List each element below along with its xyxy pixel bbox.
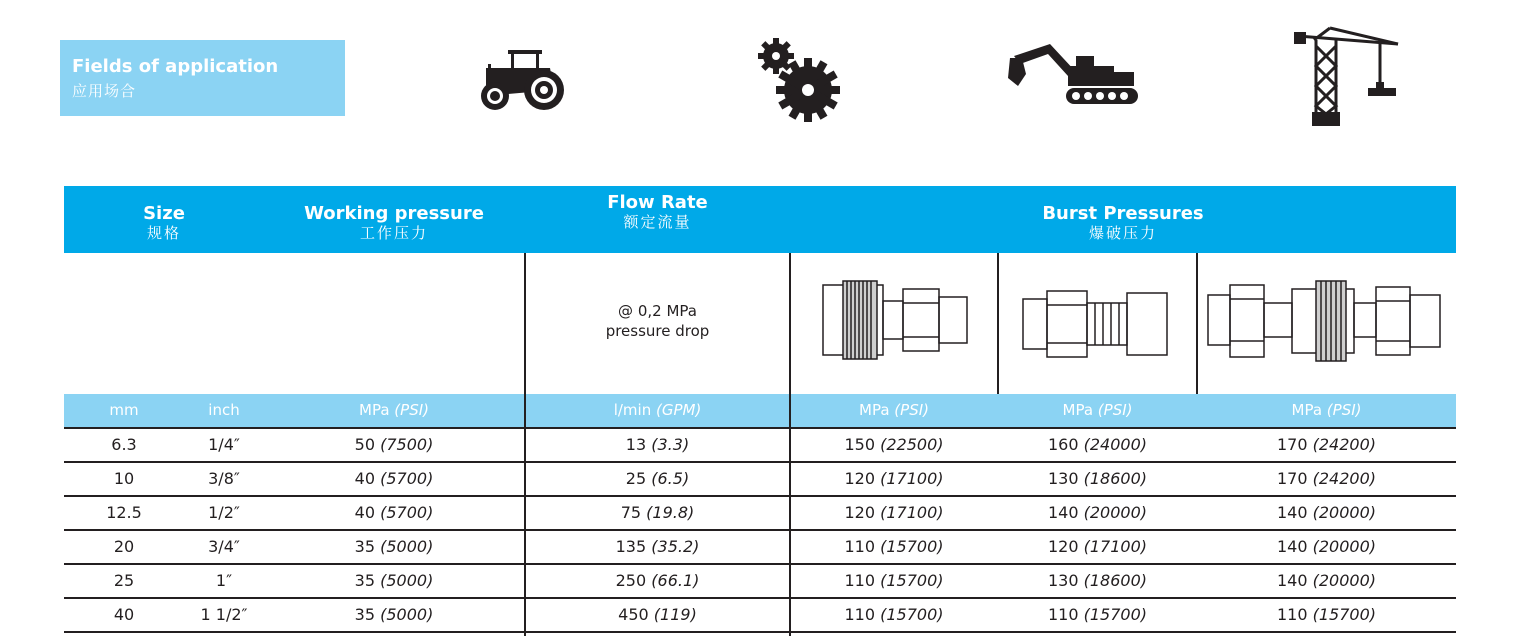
cell-inch: 1/4″	[208, 435, 240, 454]
coupling-pair-icon	[1206, 279, 1442, 363]
cell-burst-2: 120 (17100)	[1047, 537, 1148, 556]
header-flow-rate: Flow Rate 额定流量	[607, 192, 708, 231]
cell-flow: 250 (66.1)	[615, 571, 700, 590]
cell-mm: 10	[113, 469, 135, 488]
cell-working-pressure: 35 (5000)	[354, 571, 434, 590]
cell-inch: 1″	[215, 571, 233, 590]
fields-title: Fields of application	[72, 56, 279, 77]
flow-note: @ 0,2 MPa pressure drop	[605, 302, 710, 340]
tractor-icon	[478, 46, 570, 112]
table-row	[64, 463, 1456, 497]
data-rows	[64, 427, 1456, 633]
cell-working-pressure: 40 (5700)	[354, 503, 434, 522]
cell-working-pressure: 35 (5000)	[354, 537, 434, 556]
table-row	[64, 565, 1456, 599]
cell-burst-3: 140 (20000)	[1276, 571, 1377, 590]
coupling-image-row	[64, 253, 1456, 394]
cell-working-pressure: 35 (5000)	[354, 605, 434, 624]
cell-burst-2: 140 (20000)	[1047, 503, 1148, 522]
header-burst-pressures: Burst Pressures 爆破压力	[1042, 203, 1204, 242]
cell-inch: 1/2″	[208, 503, 240, 522]
units-row	[64, 394, 1456, 427]
header-size: Size 规格	[143, 203, 185, 242]
cell-burst-1: 110 (15700)	[844, 537, 944, 556]
cell-inch: 3/8″	[208, 469, 240, 488]
cell-inch: 3/4″	[208, 537, 240, 556]
cell-burst-2: 160 (24000)	[1047, 435, 1148, 454]
coupling-female-icon	[821, 279, 969, 361]
unit-flow: l/min (GPM)	[613, 401, 702, 419]
unit-burst-2: MPa (PSI)	[1062, 401, 1133, 419]
cell-mm: 40	[113, 605, 135, 624]
fields-subtitle: 应用场合	[72, 82, 137, 100]
cell-inch: 1 1/2″	[200, 605, 248, 624]
cell-mm: 12.5	[106, 503, 142, 522]
cell-flow: 25 (6.5)	[625, 469, 690, 488]
table-row	[64, 497, 1456, 531]
cell-flow: 450 (119)	[618, 605, 697, 624]
coupling-male-icon	[1021, 289, 1169, 359]
cell-burst-1: 120 (17100)	[844, 469, 944, 488]
cell-burst-1: 110 (15700)	[844, 571, 944, 590]
unit-working-pressure: MPa (PSI)	[359, 401, 429, 419]
table-row	[64, 531, 1456, 565]
cell-flow: 135 (35.2)	[615, 537, 700, 556]
unit-mm: mm	[109, 401, 139, 419]
cell-burst-1: 120 (17100)	[844, 503, 944, 522]
unit-burst-3: MPa (PSI)	[1291, 401, 1362, 419]
unit-inch: inch	[208, 401, 240, 419]
cell-mm: 25	[113, 571, 135, 590]
cell-burst-2: 130 (18600)	[1047, 571, 1148, 590]
cell-mm: 6.3	[111, 435, 137, 454]
cell-working-pressure: 50 (7500)	[354, 435, 434, 454]
table-row	[64, 599, 1456, 633]
header-working-pressure: Working pressure 工作压力	[304, 203, 484, 242]
excavator-icon	[1006, 42, 1142, 106]
gears-icon	[758, 38, 842, 122]
cell-flow: 75 (19.8)	[620, 503, 695, 522]
cell-burst-3: 140 (20000)	[1276, 503, 1377, 522]
cell-mm: 20	[113, 537, 135, 556]
cell-burst-2: 110 (15700)	[1047, 605, 1148, 624]
table-row	[64, 427, 1456, 463]
cell-burst-1: 150 (22500)	[844, 435, 944, 454]
specifications-table	[64, 186, 1456, 636]
cell-burst-3: 140 (20000)	[1276, 537, 1377, 556]
cell-flow: 13 (3.3)	[625, 435, 690, 454]
cell-burst-3: 170 (24200)	[1276, 435, 1377, 454]
unit-burst-1: MPa (PSI)	[859, 401, 929, 419]
fields-of-application-box	[60, 40, 345, 116]
cell-burst-1: 110 (15700)	[844, 605, 944, 624]
cell-working-pressure: 40 (5700)	[354, 469, 434, 488]
cell-burst-2: 130 (18600)	[1047, 469, 1148, 488]
cell-burst-3: 110 (15700)	[1276, 605, 1377, 624]
table-header	[64, 186, 1456, 253]
cell-burst-3: 170 (24200)	[1276, 469, 1377, 488]
crane-icon	[1292, 26, 1402, 130]
